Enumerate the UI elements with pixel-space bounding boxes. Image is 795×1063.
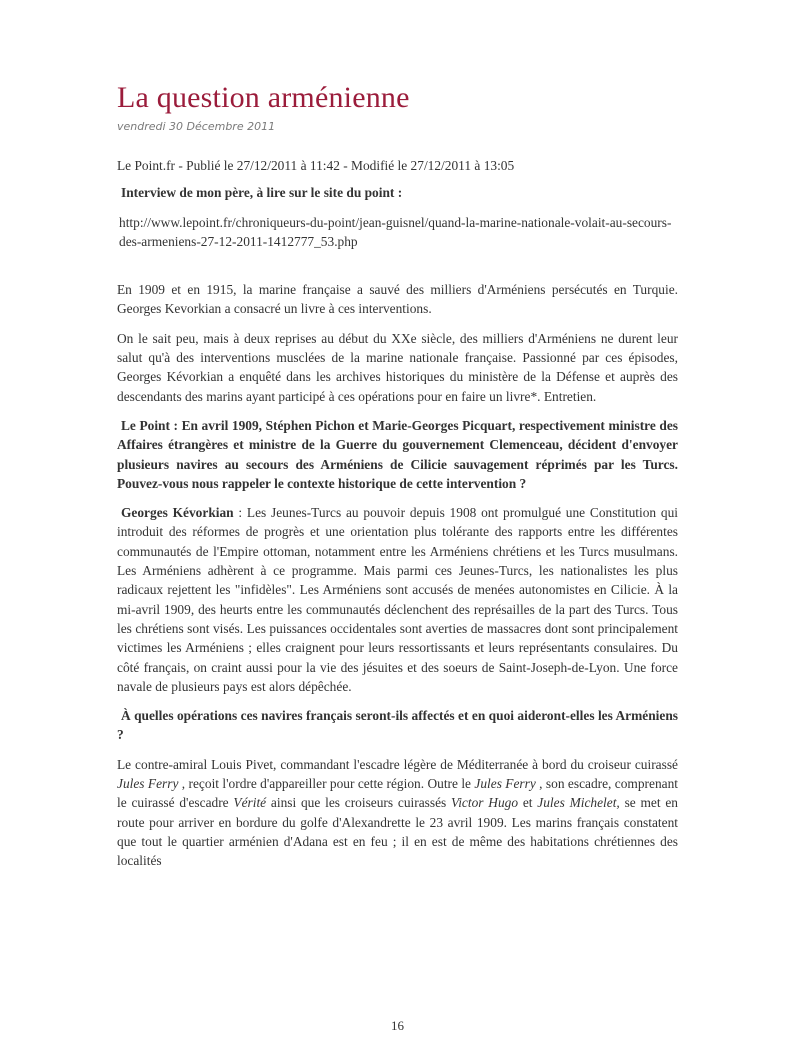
answer-1-speaker: Georges Kévorkian [121, 505, 234, 521]
answer-2-text-1: Le contre-amiral Louis Pivet, commandant l'escadre légère de Méditerranée à bord du croiseur cuirassé [117, 756, 678, 772]
page-number: 16 [391, 1018, 404, 1033]
answer-1 [117, 503, 678, 696]
answer-2-text-4: ainsi que les croiseurs cuirassés [266, 795, 452, 811]
answer-2-text-6: se met en route pour arriver en bordure du golfe d'Alexandrette le 23 avril 1909. Les marins français constatent que tout le quartier arménien d'Adana est en feu ; il en est de même des habitations chrétiennes des localités [117, 795, 679, 869]
answer-2-text-3: , son escadre, comprenant le cuirassé d'escadre [117, 776, 678, 811]
article-url[interactable]: http://www.lepoint.fr/chroniqueurs-du-point/jean-guisnel/quand-la-marine-nationale-volait-au-secours-des-armeniens-27-12-2011-1412777_53.php [119, 214, 672, 249]
ship-name: Jules Ferry [474, 776, 536, 792]
question-1: Le Point : En avril 1909, Stéphen Pichon et Marie-Georges Picquart, respectivement ministre des Affaires étrangères et ministre de la Guerre du gouvernement Clemenceau, décident d'envoyer plusieurs navires au secours des Arméniens de Cilicie sauvagement réprimés par les Turcs. Pouvez-vous nous rappeler le contexte historique de cette intervention ? [117, 417, 678, 491]
ship-name: Vérité [233, 795, 267, 811]
article-date: vendredi 30 Décembre 2011 [117, 120, 276, 133]
ship-name: Jules Michelet, [537, 795, 620, 811]
article [117, 80, 678, 871]
source-line: Le Point.fr - Publié le 27/12/2011 à 11:42 - Modifié le 27/12/2011 à 13:05 [117, 158, 515, 173]
answer-2-text-2: , reçoit l'ordre d'appareiller pour cette région. Outre le [178, 776, 475, 792]
context-paragraph: On le sait peu, mais à deux reprises au début du XXe siècle, des milliers d'Arméniens ne durent leur salut qu'à des interventions musclées de la marine nationale française. Passionné par ces épisodes, Georges Kévorkian a enquêté dans les archives historiques du ministère de la Défense et auprès des descendants des marins ayant participé à ces opérations pour en faire un livre*. Entretien. [117, 330, 678, 404]
article-title: La question arménienne [117, 81, 410, 114]
lead-text: Interview de mon père, à lire sur le site du point : [121, 185, 403, 201]
answer-2 [117, 755, 678, 871]
ship-name: Jules Ferry [117, 776, 179, 792]
answer-2-text-5: et [518, 795, 538, 811]
answer-1-text: : Les Jeunes-Turcs au pouvoir depuis 1908 ont promulgué une Constitution qui introduit des réformes de progrès et une orientation plus tolérante des rapports entre les différentes communautés de l'Empire ottoman, notamment entre les Arméniens chrétiens et les Turcs musulmans. Les Arméniens adhèrent à ce programme. Mais parmi ces Jeunes-Turcs, les nationalistes les plus radicaux rejettent les "infidèles". Les Arméniens sont accusés de menées autonomistes en Cilicie. À la mi-avril 1909, des heurts entre les communautés déclenchent des représailles de la part des Turcs. Tous les chrétiens sont visés. Les puissances occidentales sont averties de massacres dont sont principalement victimes les Arméniens ; elles craignent pour leurs ressortissants et leurs représentants consulaires. Du côté français, on craint aussi pour la vie des jésuites et des soeurs de Saint-Joseph-de-Lyon. Une force navale de plusieurs pays est alors dépêchée. [117, 505, 679, 694]
ship-name: Victor Hugo [451, 795, 519, 811]
question-2: À quelles opérations ces navires français seront-ils affectés et en quoi aideront-elles les Arméniens ? [117, 708, 678, 743]
intro-paragraph: En 1909 et en 1915, la marine française a sauvé des milliers d'Arméniens persécutés en Turquie. Georges Kevorkian a consacré un livre à ces interventions. [117, 282, 678, 317]
